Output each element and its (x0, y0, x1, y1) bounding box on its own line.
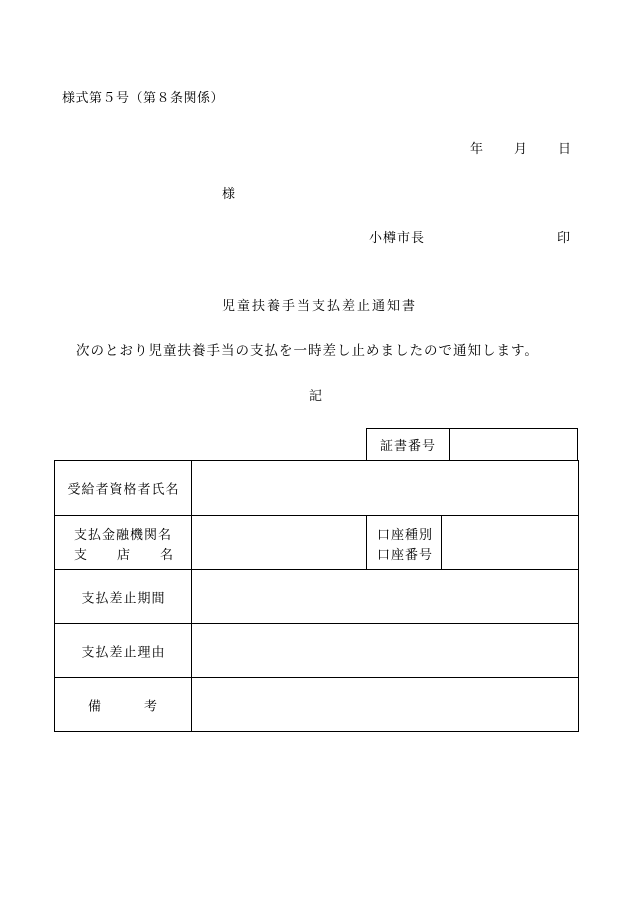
recipient-name-cell (55, 461, 192, 515)
date-day-label: 日 (558, 142, 572, 157)
branch-label-char: 店 (116, 548, 131, 563)
document-title: 児童扶養手当支払差止通知書 (222, 299, 418, 314)
bank-label-lines (74, 526, 174, 566)
table-row-bank (55, 516, 578, 570)
addressee-suffix: 様 (222, 187, 236, 202)
form-number: 様式第５号（第８条関係） (62, 91, 225, 106)
bank-label-cell (55, 516, 192, 569)
bank-name-label: 支払金融機関名 (74, 528, 173, 543)
ki-heading: 記 (309, 389, 323, 404)
remarks-label-char: 備 (88, 699, 103, 714)
branch-label-char: 支 (74, 548, 89, 563)
recipient-name-label: 受給者資格者氏名 (67, 482, 180, 498)
table-row-reason (55, 624, 578, 678)
suspension-reason-label: 支払差止理由 (81, 645, 166, 660)
branch-name-label (74, 546, 174, 566)
table-row-remarks (55, 678, 578, 731)
date-month-label: 月 (514, 142, 528, 157)
certificate-number-box (366, 428, 578, 460)
table-row-period (55, 570, 578, 624)
remarks-label (88, 695, 158, 714)
table-row-recipient (55, 461, 578, 516)
branch-label-char: 名 (159, 548, 174, 563)
account-label-lines (377, 526, 433, 566)
issuer-name: 小樽市長 (369, 231, 426, 246)
remarks-label-char: 考 (143, 699, 158, 714)
account-number-label: 口座番号 (377, 548, 434, 563)
remarks-cell (55, 678, 192, 731)
suspension-period-label: 支払差止期間 (81, 591, 166, 606)
suspension-reason-cell (55, 624, 192, 677)
account-type-label: 口座種別 (377, 528, 434, 543)
account-label-cell (366, 516, 442, 569)
certificate-number-value[interactable] (450, 429, 577, 460)
body-text: 次のとおり児童扶養手当の支払を一時差し止めましたので通知します。 (76, 343, 539, 359)
seal-mark: 印 (557, 231, 571, 246)
notice-table (54, 460, 579, 732)
suspension-period-cell (55, 570, 192, 623)
date-year-label: 年 (470, 142, 484, 157)
certificate-number-label: 証書番号 (367, 429, 450, 460)
